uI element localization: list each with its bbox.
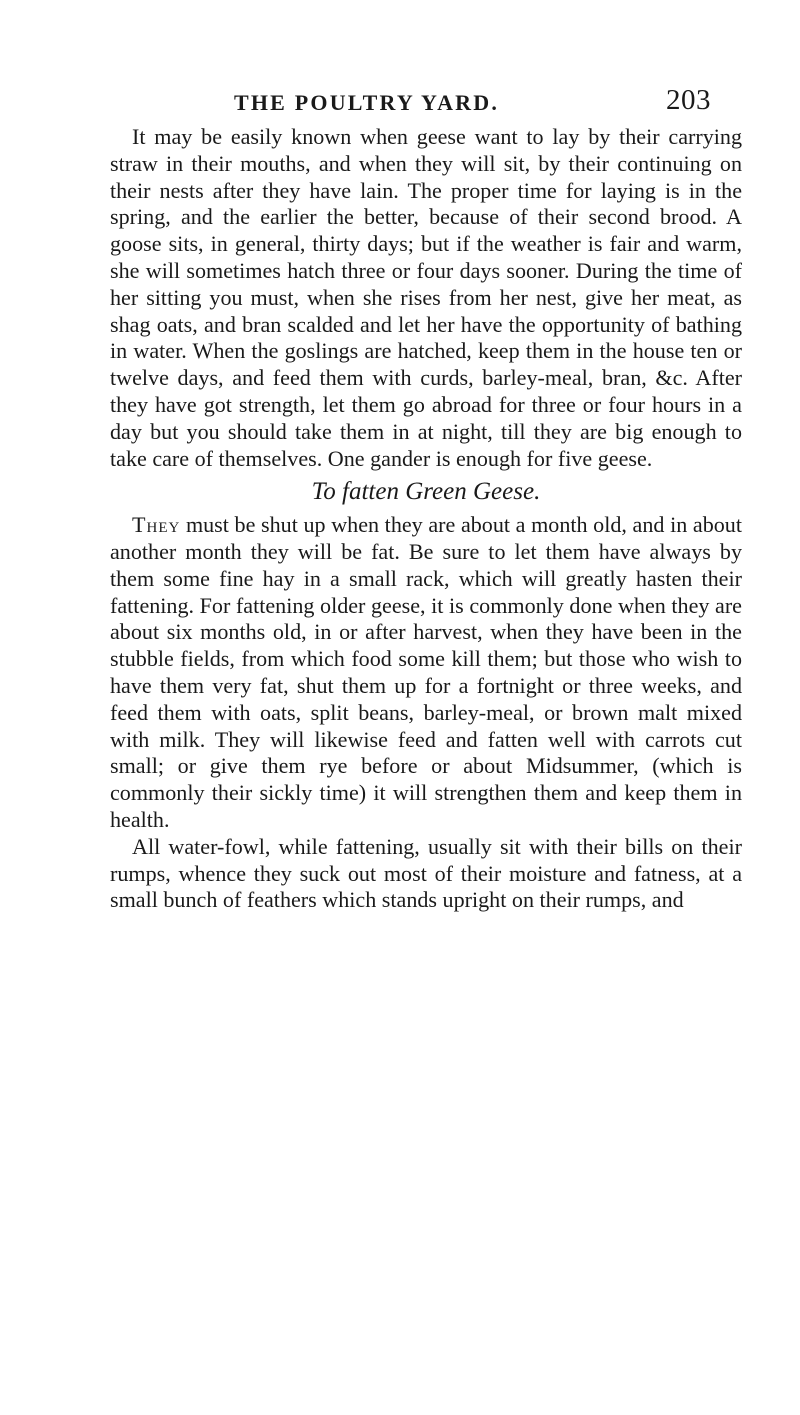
running-title: THE POULTRY YARD. <box>234 90 500 115</box>
body-text <box>110 124 742 914</box>
running-header <box>0 84 800 124</box>
paragraph-fatten-geese-text: must be shut up when they are about a month old, and in about another month they will be fat. Be sure to let them have always by them some fine hay in a small rack, which will greatly hasten their fattening. For fattening older geese, it is commonly done when they are about six months old, in or after harvest, when they have been in the stubble fields, from which food some kill them; but those who wish to have them very fat, shut them up for a fortnight or three weeks, and feed them with oats, split beans, barley-meal, or brown malt mixed with milk. They will likewise feed and fatten well with carrots cut small; or give them rye before or about Midsummer, (which is commonly their sickly time) it will strengthen them and keep them in health. <box>110 512 742 832</box>
paragraph-water-fowl: All water-fowl, while fattening, usually sit with their bills on their rumps, whence they suck out most of their moisture and fatness, at a small bunch of feathers which stands upright on their rumps, and <box>110 833 742 913</box>
page-number: 203 <box>666 84 711 116</box>
paragraph-goose-laying: It may be easily known when geese want to lay by their carrying straw in their mouths, and when they will sit, by their continuing on their nests after they have lain. The proper time for laying is in the spring, and the earlier the better, because of their second brood. A goose sits, in general, thirty days; but if the weather is fair and warm, she will sometimes hatch three or four days sooner. During the time of her sitting you must, when she rises from her nest, give her meat, as shag oats, and bran scalded and let her have the opportunity of bathing in water. When the goslings are hatched, keep them in the house ten or twelve days, and feed them with curds, barley-meal, bran, &c. After they have got strength, let them go abroad for three or four hours in a day but you should take them in at night, till they are big enough to take care of themselves. One gander is enough for five geese. <box>110 124 742 471</box>
paragraph-lead-word: They <box>132 512 181 538</box>
paragraph-fatten-geese <box>110 512 742 834</box>
section-heading: To fatten Green Geese. <box>311 478 541 506</box>
